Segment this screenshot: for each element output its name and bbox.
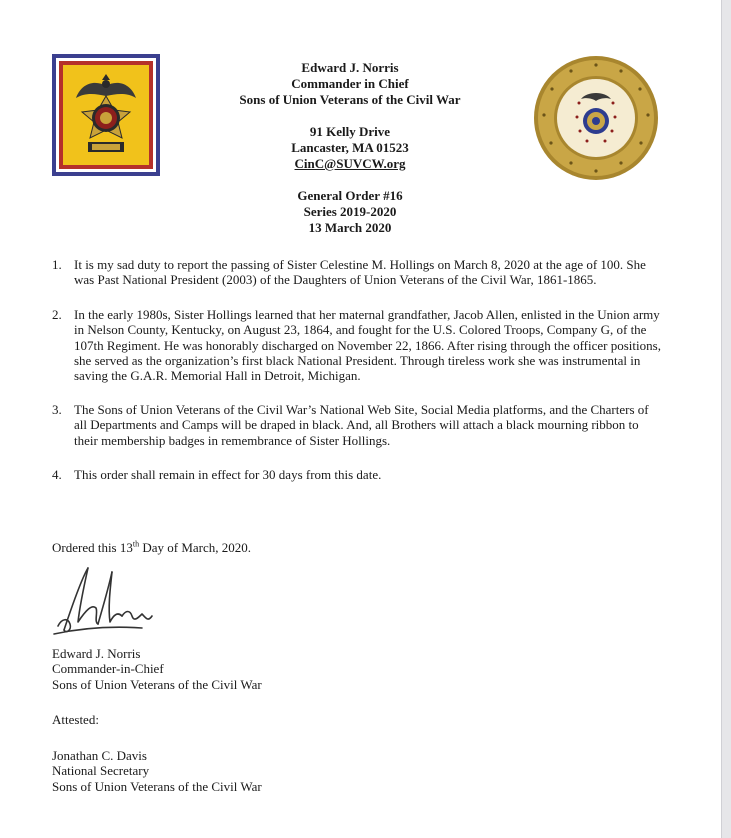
- signer-block: [52, 646, 262, 692]
- item-text: In the early 1980s, Sister Hollings learned that her maternal grandfather, Jacob Allen, enlisted in the Union army in Nelson County, Kentucky, on August 23, 1864, and fought for the U.S. Colored Troops, Company G, of the 107th Regiment. He was honorably discharged on November 22, 1866. After rising through the officer positions, she served as the organization’s first black National President. Through tireless work she was instrumental in saving the G.A.R. Memorial Hall in Detroit, Michigan.: [74, 306, 661, 384]
- item-text: This order shall remain in effect for 30 days from this date.: [74, 467, 382, 483]
- page-edge: [721, 0, 731, 838]
- secretary-org: Sons of Union Veterans of the Civil War: [52, 778, 262, 794]
- organization-name: Sons of Union Veterans of the Civil War: [239, 92, 461, 107]
- letterhead: [185, 60, 515, 236]
- order-series: Series 2019-2020: [303, 204, 397, 219]
- item-text: It is my sad duty to report the passing of Sister Celestine M. Hollings on March 8, 2020 at the age of 100. She was Past National President (2003) of the Daughters of Union Veterans of the Civil War, 1861-1865.: [74, 257, 646, 288]
- handwritten-signature-icon: [52, 560, 172, 644]
- item-number: 4.: [52, 467, 62, 483]
- ordered-suffix: Day of March, 2020.: [139, 540, 252, 555]
- list-item: [52, 467, 664, 482]
- order-date: 13 March 2020: [308, 220, 392, 235]
- order-title: General Order #16: [297, 188, 403, 203]
- email-link[interactable]: CinC@SUVCW.org: [294, 156, 406, 171]
- list-item: [52, 307, 664, 384]
- signer-org: Sons of Union Veterans of the Civil War: [52, 676, 262, 692]
- city-address: Lancaster, MA 01523: [291, 140, 409, 155]
- secretary-block: [52, 748, 262, 794]
- item-number: 2.: [52, 306, 62, 322]
- attested-label: Attested:: [52, 712, 99, 727]
- secretary-name: Jonathan C. Davis: [52, 748, 147, 763]
- order-list: [52, 257, 664, 482]
- commander-title: Commander in Chief: [291, 76, 409, 91]
- signer-title: Commander-in-Chief: [52, 661, 164, 677]
- street-address: 91 Kelly Drive: [309, 124, 391, 139]
- item-text: The Sons of Union Veterans of the Civil War’s National Web Site, Social Media platforms, and the Charters of all Departments and Camps will be draped in black. And, all Brothers will attach a black mourning ribbon to their membership badges in remembrance of Sister Hollings.: [74, 401, 649, 448]
- commander-name: Edward J. Norris: [301, 60, 399, 75]
- secretary-title: National Secretary: [52, 763, 150, 779]
- suvcw-badge-icon: [52, 54, 160, 176]
- ordered-line: [52, 540, 251, 556]
- signer-name: Edward J. Norris: [52, 646, 141, 661]
- item-number: 1.: [52, 257, 62, 272]
- list-item: [52, 402, 664, 448]
- ordered-prefix: Ordered this 13: [52, 540, 133, 555]
- item-number: 3.: [52, 401, 62, 417]
- ordered-suffix-ordinal: th: [132, 539, 140, 549]
- commander-in-chief-seal-icon: [533, 55, 659, 181]
- list-item: [52, 257, 664, 288]
